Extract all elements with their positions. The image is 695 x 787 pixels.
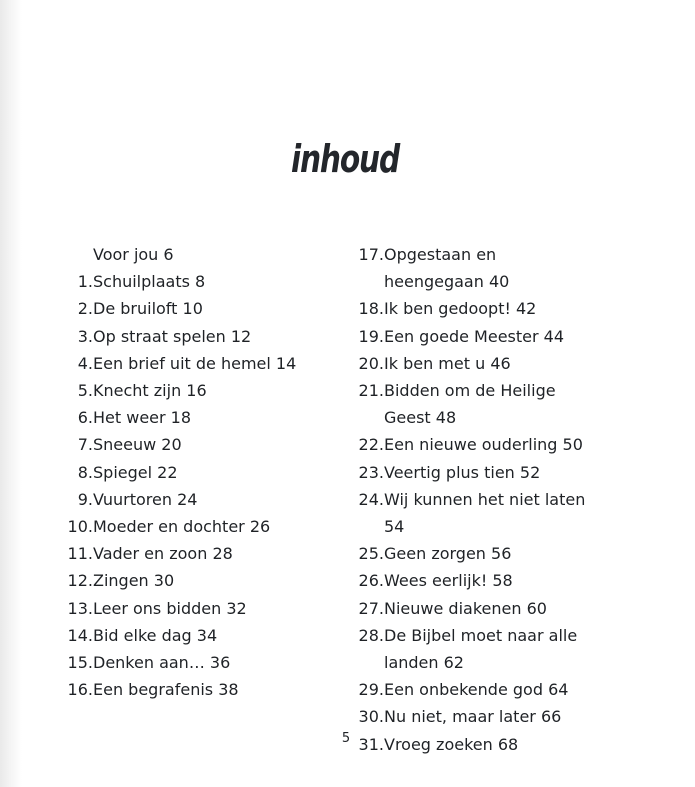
toc-entry-number: 9. xyxy=(77,489,93,509)
toc-entry-title: Het weer 18 xyxy=(93,408,192,428)
toc-entry-title: De bruiloft 10 xyxy=(93,299,203,319)
toc-entry-title: Veertig plus tien 52 xyxy=(384,462,541,482)
toc-entry-number: 20. xyxy=(358,353,384,373)
toc-entry xyxy=(58,513,348,540)
toc-entry-title: Wij kunnen het niet laten 54 xyxy=(384,489,586,537)
toc-entry-number: 5. xyxy=(77,381,93,401)
toc-entry xyxy=(349,377,669,431)
toc-entry xyxy=(349,595,669,622)
toc-entry-title: Vader en zoon 28 xyxy=(93,544,233,564)
toc-entry xyxy=(58,486,348,513)
toc-entry-title: Opgestaan en heengegaan 40 xyxy=(384,245,510,292)
toc-entry xyxy=(349,676,669,703)
toc-entry-title: Een nieuwe ouderling 50 xyxy=(384,435,583,455)
toc-entry-title: Geen zorgen 56 xyxy=(384,544,512,564)
toc-entry-number: 12. xyxy=(67,571,93,591)
toc-entry-number: 23. xyxy=(358,462,384,482)
toc-entry-title: Ik ben met u 46 xyxy=(384,353,511,373)
toc-entry-title: Op straat spelen 12 xyxy=(93,326,252,346)
toc-entry-number: 11. xyxy=(67,544,93,564)
toc-entry xyxy=(349,703,669,730)
toc-entry-number: 29. xyxy=(358,680,384,700)
toc-entry-title: Nu niet, maar later 66 xyxy=(384,707,562,727)
toc-entry-number: 3. xyxy=(77,326,93,346)
toc-entry-title: Leer ons bidden 32 xyxy=(93,598,247,618)
toc-entry-title: Een begrafenis 38 xyxy=(93,680,239,700)
toc-entry xyxy=(58,241,348,268)
toc-entry-number: 2. xyxy=(77,299,93,319)
page-gutter-shadow xyxy=(0,0,22,787)
toc-entry xyxy=(349,295,669,322)
toc-entry xyxy=(58,268,348,295)
toc-entry-title: Bidden om de Heilige Geest 48 xyxy=(384,381,556,428)
toc-entry-title: Een onbekende god 64 xyxy=(384,680,569,700)
toc-entry xyxy=(349,540,669,567)
toc-entry-number: 18. xyxy=(358,299,384,319)
toc-entry-title: Sneeuw 20 xyxy=(93,435,182,455)
page-title: inhoud xyxy=(290,137,400,182)
toc-entry-number: 30. xyxy=(358,707,384,727)
toc-entry xyxy=(349,622,669,676)
toc-entry-number: 8. xyxy=(77,462,93,482)
toc-entry xyxy=(58,540,348,567)
toc-entry-number: 4. xyxy=(77,353,93,373)
toc-entry xyxy=(58,404,348,431)
toc-entry-title: Voor jou 6 xyxy=(93,245,174,264)
toc-entry-number: 26. xyxy=(358,571,384,591)
toc-entry-number: 21. xyxy=(358,381,384,401)
toc-entry xyxy=(349,241,669,295)
toc-entry xyxy=(58,676,348,703)
toc-entry xyxy=(349,323,669,350)
toc-entry-number: 17. xyxy=(358,245,384,264)
toc-entry xyxy=(58,567,348,594)
toc-entry-number: 7. xyxy=(77,435,93,455)
toc-entry-number: 14. xyxy=(67,625,93,645)
toc-entry-number: 15. xyxy=(67,653,93,673)
toc-entry-number: 1. xyxy=(77,272,93,292)
toc-entry-title: Schuilplaats 8 xyxy=(93,272,206,292)
toc-entry-title: Een goede Meester 44 xyxy=(384,326,565,346)
toc-entry xyxy=(58,622,348,649)
toc-entry-number: 10. xyxy=(67,517,93,537)
toc-entry-number: 6. xyxy=(77,408,93,428)
toc-entry-number: 24. xyxy=(358,489,384,509)
toc-entry-title: Denken aan… 36 xyxy=(93,653,231,673)
toc-entry-number: 25. xyxy=(358,544,384,564)
toc-entry xyxy=(58,595,348,622)
toc-entry-title: Knecht zijn 16 xyxy=(93,381,207,401)
toc-entry-title: De Bijbel moet naar alle landen 62 xyxy=(384,625,578,673)
toc-entry-title: Zingen 30 xyxy=(93,571,175,591)
toc-left-column xyxy=(58,241,348,703)
toc-entry xyxy=(58,649,348,676)
toc-entry-title: Vroeg zoeken 68 xyxy=(384,734,519,754)
toc-entry xyxy=(58,295,348,322)
toc-entry xyxy=(349,459,669,486)
toc-entry-title: Vuurtoren 24 xyxy=(93,489,198,509)
toc-entry-number: 16. xyxy=(67,680,93,700)
toc-entry xyxy=(349,350,669,377)
toc-entry-number: 13. xyxy=(67,598,93,618)
toc-entry-number: 28. xyxy=(358,625,384,645)
page-number: 5 xyxy=(341,731,351,746)
toc-entry xyxy=(58,459,348,486)
toc-entry xyxy=(58,350,348,377)
toc-right-column xyxy=(349,241,669,758)
toc-entry xyxy=(58,323,348,350)
toc-entry xyxy=(58,377,348,404)
toc-entry-title: Ik ben gedoopt! 42 xyxy=(384,299,537,319)
toc-entry-number: 31. xyxy=(358,734,384,754)
toc-entry-title: Een brief uit de hemel 14 xyxy=(93,353,297,373)
toc-entry-number: 22. xyxy=(358,435,384,455)
toc-entry xyxy=(349,567,669,594)
toc-entry-title: Bid elke dag 34 xyxy=(93,625,218,645)
toc-entry-title: Spiegel 22 xyxy=(93,462,178,482)
toc-entry-number: 19. xyxy=(358,326,384,346)
toc-entry-title: Nieuwe diakenen 60 xyxy=(384,598,547,618)
toc-entry xyxy=(58,431,348,458)
toc-entry-title: Wees eerlijk! 58 xyxy=(384,571,513,591)
toc-entry xyxy=(349,431,669,458)
toc-entry-number: 27. xyxy=(358,598,384,618)
toc-entry-title: Moeder en dochter 26 xyxy=(93,517,271,537)
toc-entry xyxy=(349,486,669,540)
